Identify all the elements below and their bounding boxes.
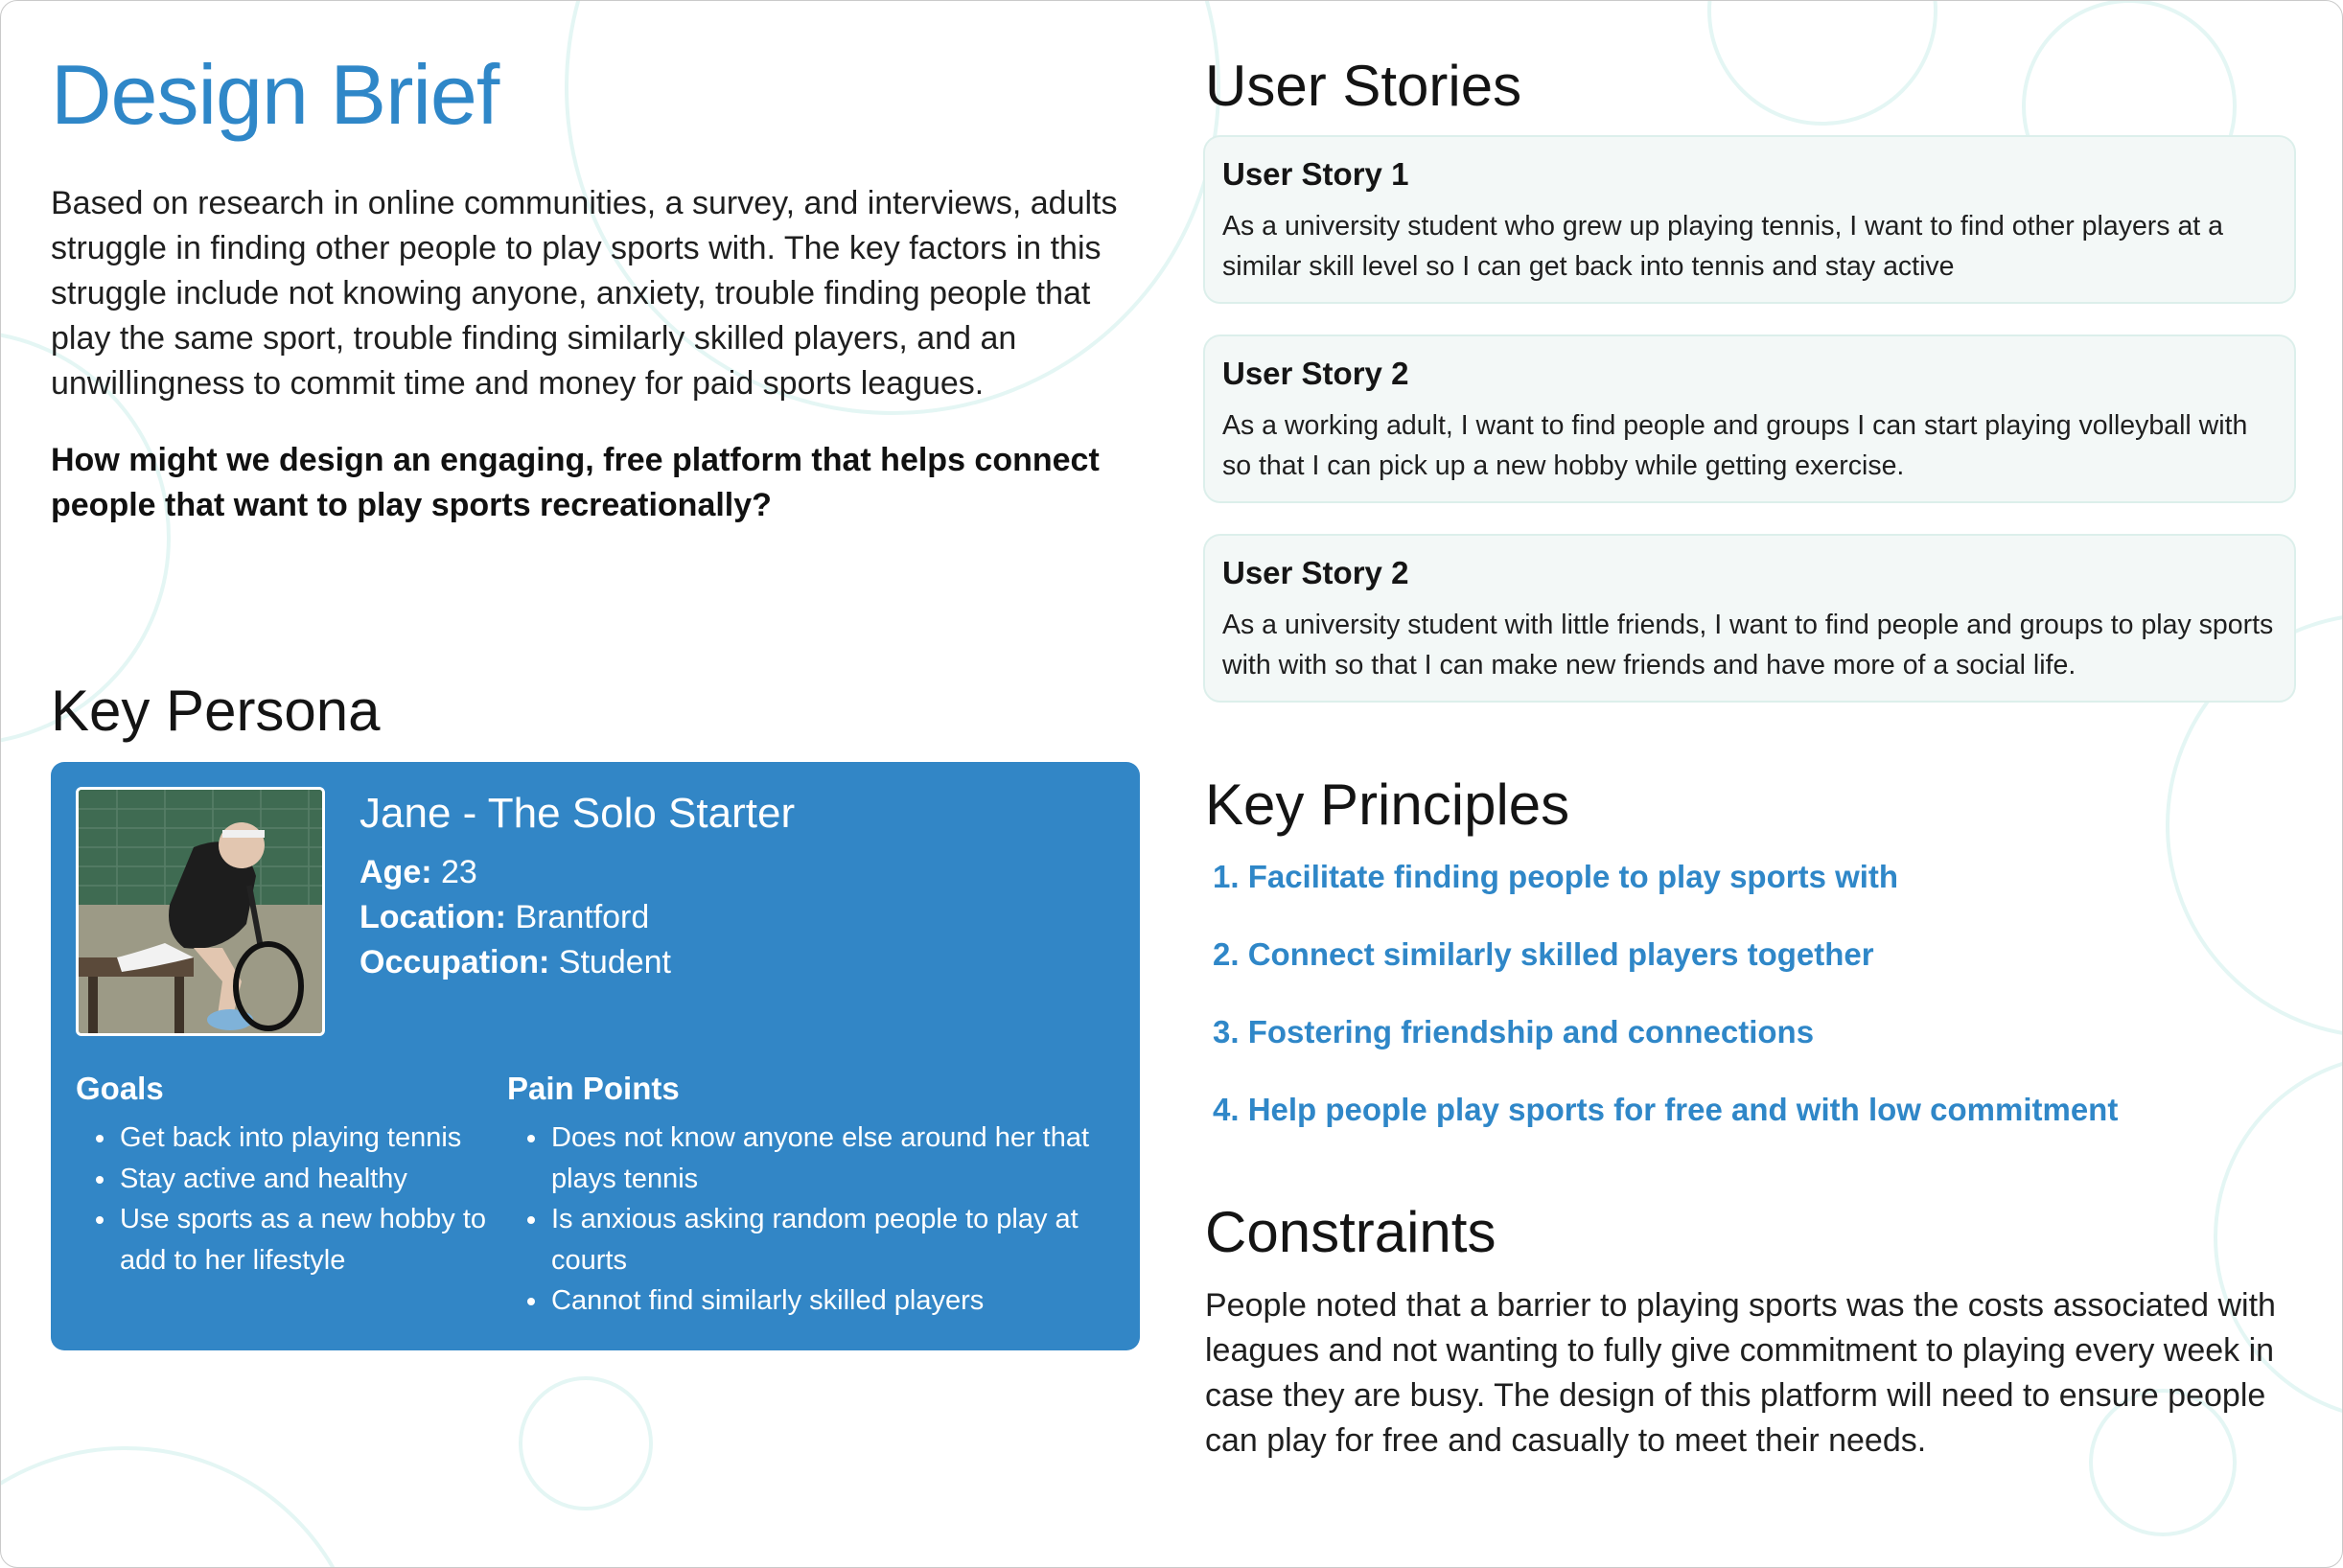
location-label: Location: <box>360 899 506 935</box>
pain-point-item: • Cannot find similarly skilled players <box>549 1280 1121 1322</box>
user-story-text: As a university student with little friends, I want to find people and groups to play sports with with so that I can make new friends and have more of a social life. <box>1222 610 2274 680</box>
age-value: 23 <box>441 854 477 890</box>
page-title: Design Brief <box>51 47 499 142</box>
persona-goals <box>76 1069 488 1280</box>
intro-paragraph: Based on research in online communities, a survey, and interviews, adults struggle in finding other people to play sports with. The key factors in this struggle include not knowing anyone, anxiety, trouble finding people that play the same sport, trouble finding similarly skilled players, and an unwillingness to commit time and money for paid sports leagues. <box>51 185 1118 402</box>
occupation-value: Student <box>558 944 672 980</box>
pain-point-item: • Does not know anyone else around her that plays tennis <box>549 1118 1121 1199</box>
key-principles-heading: Key Principles <box>1205 772 1570 837</box>
user-story-title: User Story 2 <box>1222 356 1409 391</box>
user-story-text: As a university student who grew up playing tennis, I want to find other players at a similar skill level so I can get back into tennis and stay active <box>1222 211 2223 282</box>
persona-name: Jane - The Solo Starter <box>360 790 796 837</box>
principle-item: 2. Connect similarly skilled players together <box>1213 936 1874 972</box>
user-story-title: User Story 1 <box>1222 156 1409 192</box>
goal-item: • Stay active and healthy <box>118 1159 488 1200</box>
persona-pain-points <box>507 1069 1121 1322</box>
key-persona-heading: Key Persona <box>51 679 381 743</box>
user-story-title: User Story 2 <box>1222 555 1409 590</box>
persona-photo <box>76 787 325 1036</box>
pain-points-title: Pain Points <box>507 1071 680 1106</box>
constraints-paragraph: People noted that a barrier to playing sports was the costs associated with leagues and not wanting to fully give commitment to playing every week in case they are busy. The design of this platform will need to ensure people can play for free and casually to meet their needs. <box>1205 1287 2276 1459</box>
occupation-label: Occupation: <box>360 944 550 980</box>
persona-card <box>51 762 1140 1350</box>
goals-title: Goals <box>76 1071 164 1106</box>
user-story-text: As a working adult, I want to find people and groups I can start playing volleyball with so that I can pick up a new hobby while getting exercise. <box>1222 410 2248 481</box>
decor-circle <box>1709 1 1936 124</box>
persona-age <box>360 850 671 895</box>
age-label: Age: <box>360 854 432 890</box>
goals-list <box>76 1118 488 1280</box>
tennis-player-photo-icon <box>79 790 322 1033</box>
decor-circle <box>521 1378 651 1509</box>
user-story-card <box>1203 334 2296 503</box>
user-stories-heading: User Stories <box>1205 54 1522 118</box>
persona-facts <box>360 850 671 985</box>
persona-occupation <box>360 940 671 985</box>
key-principles-list <box>1213 852 2118 1163</box>
persona-location <box>360 895 671 940</box>
goal-item: • Use sports as a new hobby to add to her lifestyle <box>118 1199 488 1280</box>
pain-point-item: • Is anxious asking random people to play at courts <box>549 1199 1121 1280</box>
pain-points-list <box>507 1118 1121 1322</box>
decor-circle <box>1 1448 365 1568</box>
constraints-heading: Constraints <box>1205 1200 1496 1264</box>
principle-item: 1. Facilitate finding people to play sports with <box>1213 859 1899 894</box>
user-story-card <box>1203 135 2296 304</box>
location-value: Brantford <box>515 899 650 935</box>
principle-item: 4. Help people play sports for free and with low commitment <box>1213 1092 2119 1127</box>
user-story-card <box>1203 534 2296 703</box>
how-might-we-statement: How might we design an engaging, free platform that helps connect people that want to play sports recreationally? <box>51 442 1100 523</box>
goal-item: • Get back into playing tennis <box>118 1118 488 1159</box>
principle-item: 3. Fostering friendship and connections <box>1213 1014 1815 1049</box>
